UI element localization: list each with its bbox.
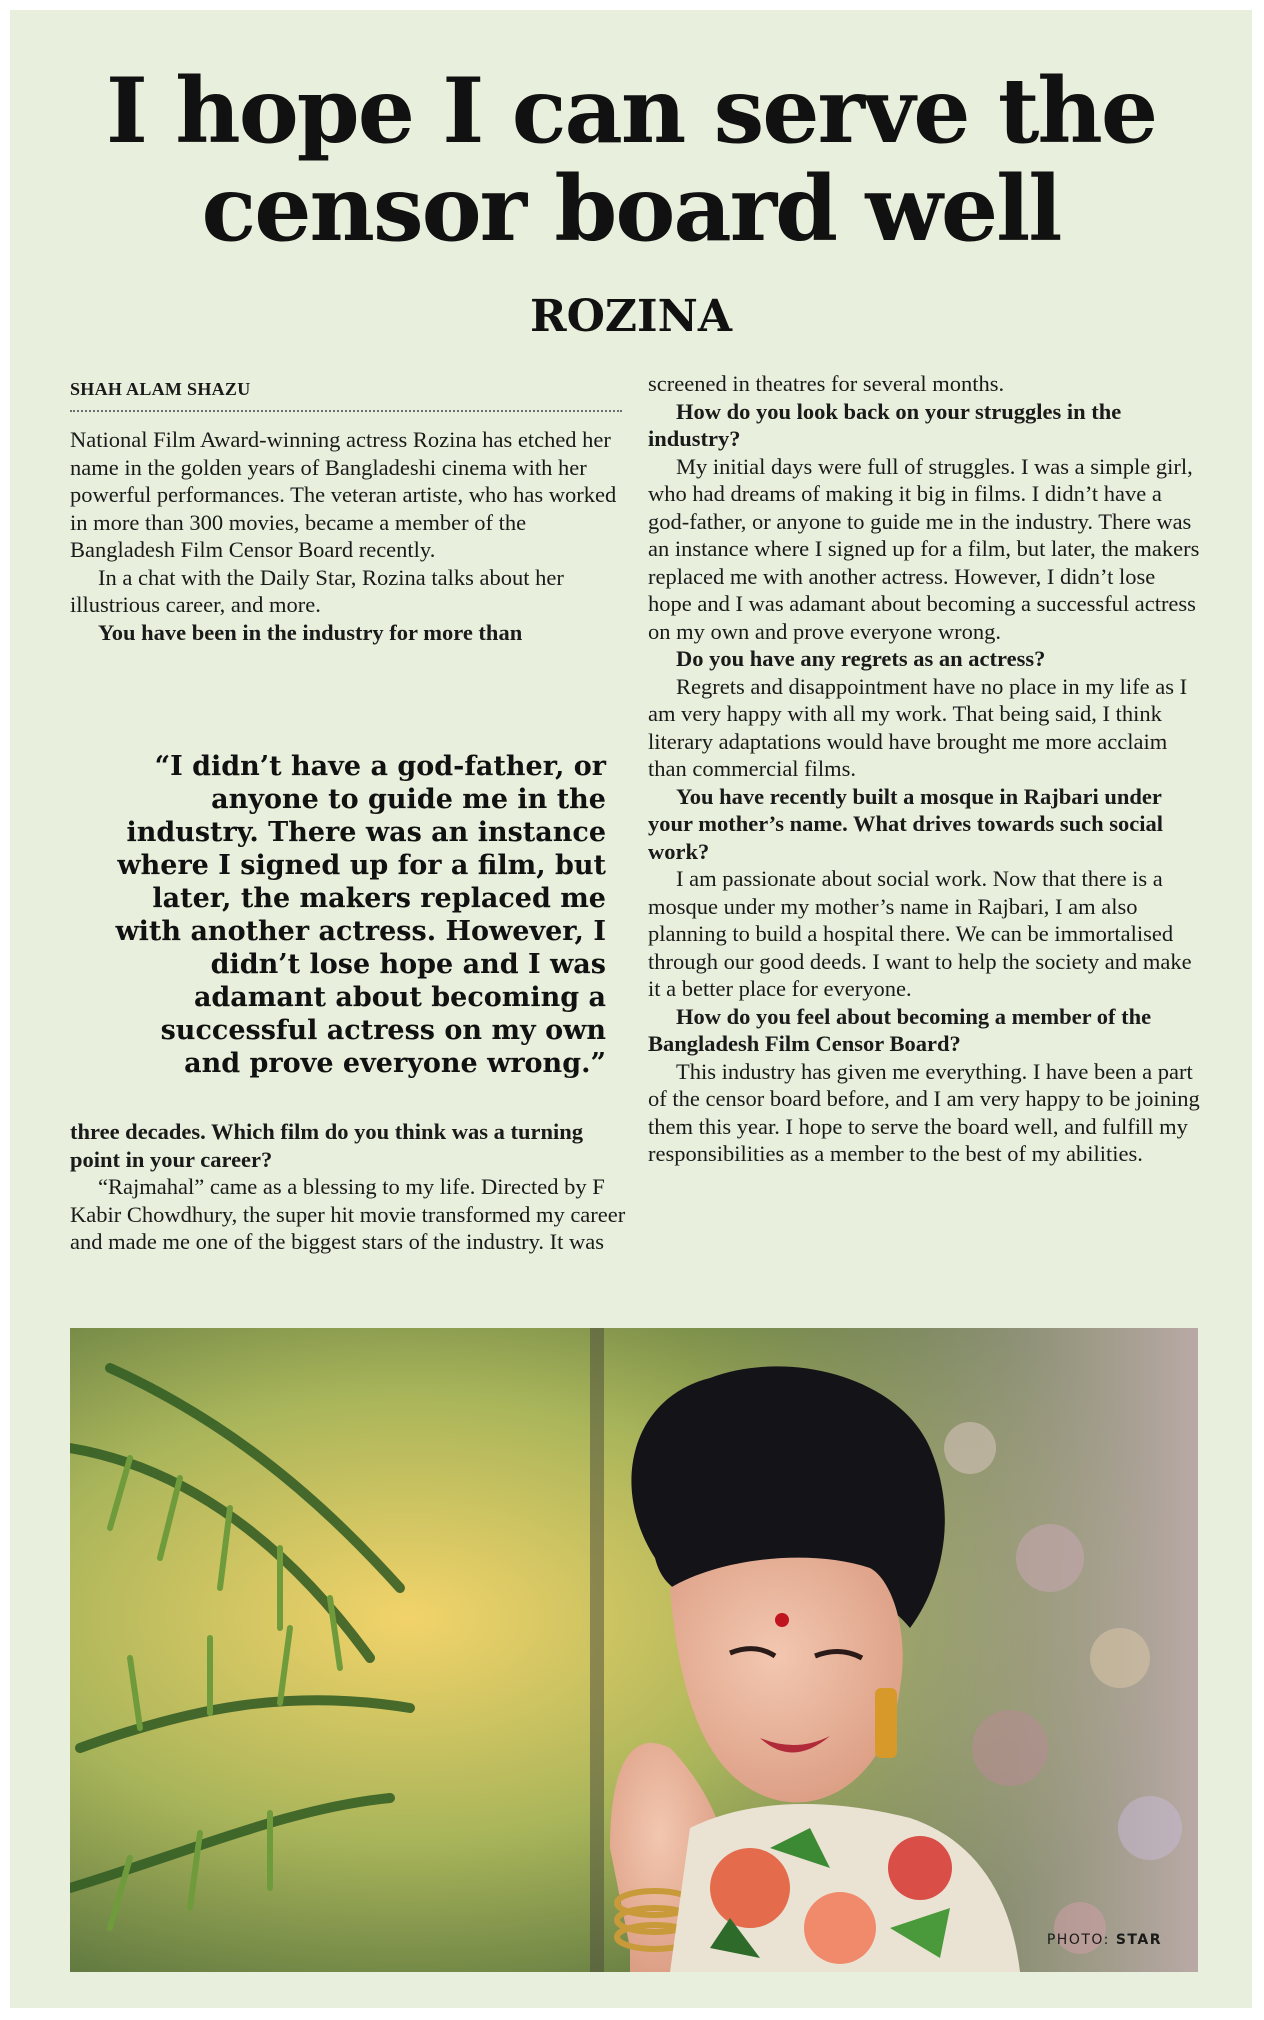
answer-1: “Rajmahal” came as a blessing to my life. Directed by F Kabir Chowdhury, the super hit movie transformed my career and made me one of the biggest stars of the industry. It was [70,1174,626,1254]
intro-paragraph: National Film Award-winning actress Rozina has etched her name in the golden years of Bangladeshi cinema with her powerful performances. The veteran artiste, who has worked in more than 300 movies, became a member of the Bangladesh Film Censor Board recently. [70,427,617,562]
question-5: How do you feel about becoming a member of the Bangladesh Film Censor Board? [648,1003,1152,1056]
interview-subject: ROZINA [530,291,732,342]
answer-4: I am passionate about social work. Now that there is a mosque under my mother’s name in Rajbari, I am also planning to build a hospital there. We can be immortalised through our good deeds. I want to help the society and make it a better place for everyone. [648,866,1192,1001]
answer-1-continued: screened in theatres for several months. [648,371,1005,396]
column-right [648,370,1204,1168]
photo-credit-source: STAR [1115,1932,1162,1948]
portrait-illustration [70,1328,1198,1972]
question-4: You have recently built a mosque in Rajbari under your mother’s name. What drives towards such social work? [648,783,1163,864]
question-1-start: You have been in the industry for more than [98,619,523,645]
intro-paragraph-2: In a chat with the Daily Star, Rozina talks about her illustrious career, and more. [70,564,564,617]
photo-credit-label: PHOTO: [1046,1932,1110,1948]
answer-5: This industry has given me everything. I have been a part of the censor board before, and I am very happy to be joining them this year. I hope to serve the board well, and fulfill my responsibilities as a member to the best of my abilities. [648,1058,1200,1166]
byline: SHAH ALAM SHAZU [70,378,622,412]
headline: I hope I can serve the censor board well [105,58,1157,262]
article-page [10,10,1252,2008]
portrait-photo [70,1328,1198,1972]
column-left-bottom [70,1118,626,1256]
question-1-end: three decades. Which film do you think was a turning point in your career? [70,1119,583,1172]
answer-3: Regrets and disappointment have no place in my life as I am very happy with all my work. That being said, I think literary adaptations would have brought me more acclaim than commercial films. [648,673,1188,781]
question-3: Do you have any regrets as an actress? [676,646,1046,671]
question-2: How do you look back on your struggles in the industry? [648,398,1122,451]
pull-quote: “I didn’t have a god-father, or anyone to guide me in the industry. There was an instance where I signed up for a film, but later, the makers replaced me with another actress. However, I didn’t lose hope and I was adamant about becoming a successful actress on my own and prove everyone wrong.” [115,751,606,1079]
photo-credit [1047,1932,1162,1948]
column-left-top [70,426,626,646]
answer-2: My initial days were full of struggles. I was a simple girl, who had dreams of making it big in films. I didn’t have a god-father, or anyone to guide me in the industry. There was an instance where I signed up for a film, but later, the makers replaced me with another actress. However, I didn’t lose hope and I was adamant about becoming a successful actress on my own and prove everyone wrong. [648,453,1200,644]
